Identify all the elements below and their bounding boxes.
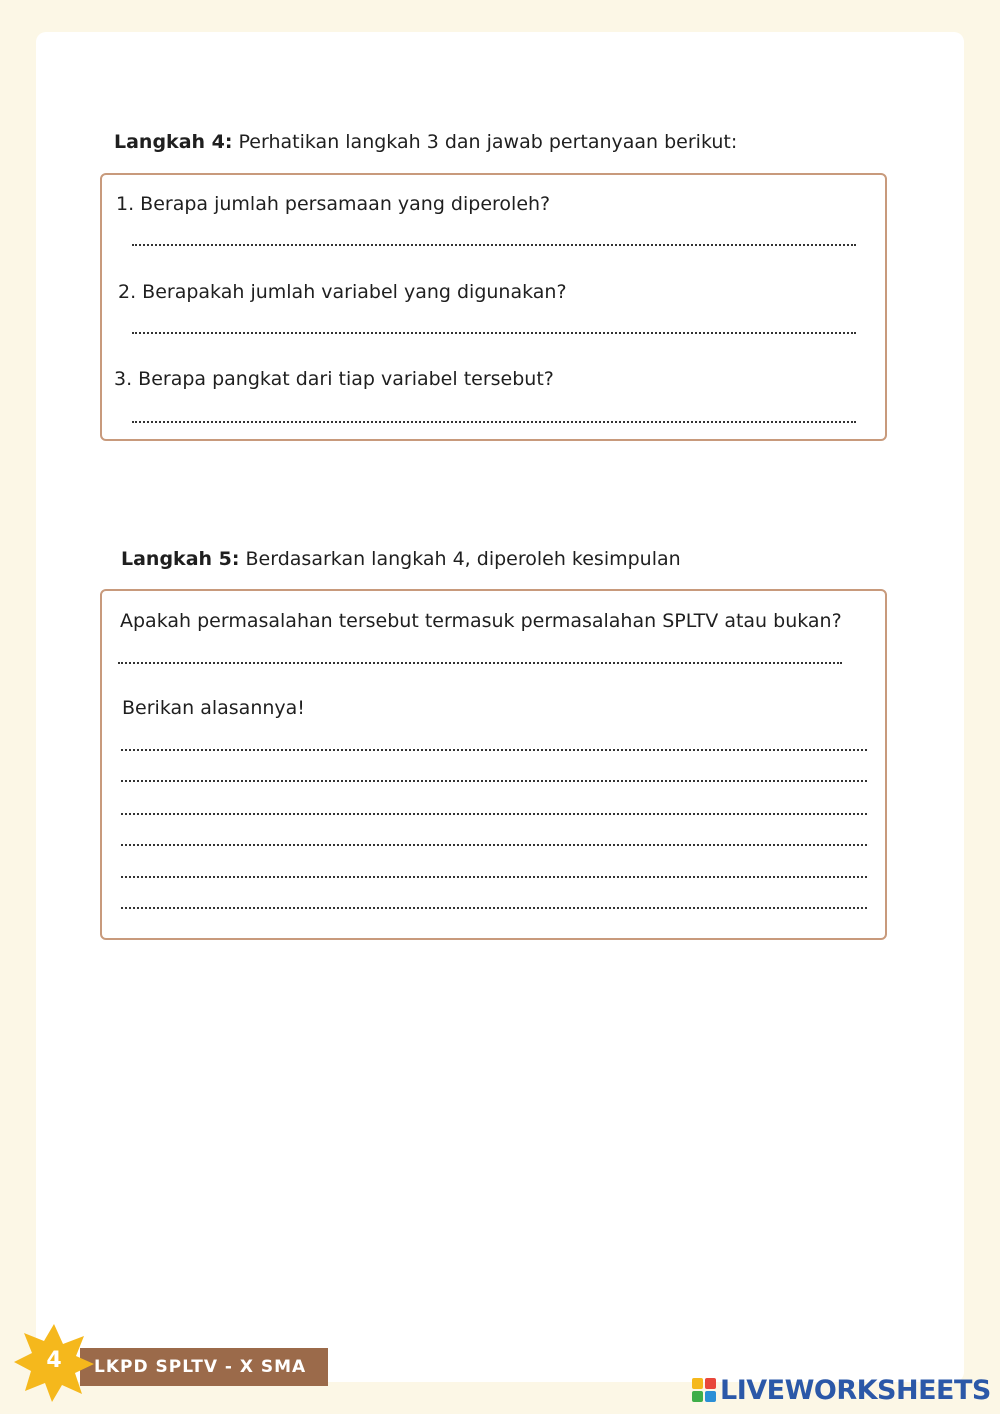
reason-line-4[interactable] (121, 844, 867, 846)
step4-heading (114, 131, 737, 153)
step5-label: Langkah 5: (121, 548, 240, 570)
step5-conclusion-box (100, 589, 887, 940)
step4-question-3: 3. Berapa pangkat dari tiap variabel tersebut? (114, 368, 554, 390)
reason-line-1[interactable] (121, 749, 867, 751)
liveworksheets-logo-icon (692, 1378, 716, 1402)
brand-name: LIVEWORKSHEETS (720, 1374, 991, 1406)
step5-instruction: Berdasarkan langkah 4, diperoleh kesimpulan (239, 548, 681, 570)
answer-line-3[interactable] (132, 421, 856, 423)
step4-question-1: 1. Berapa jumlah persamaan yang diperoleh? (116, 193, 551, 215)
reason-prompt: Berikan alasannya! (122, 697, 305, 719)
liveworksheets-brand (692, 1372, 991, 1408)
page-number: 4 (46, 1347, 62, 1373)
reason-line-6[interactable] (121, 907, 867, 909)
answer-line-2[interactable] (132, 332, 856, 334)
answer-line-1[interactable] (132, 244, 856, 246)
step5-heading (121, 548, 681, 570)
step4-instruction: Perhatikan langkah 3 dan jawab pertanyaan berikut: (232, 131, 738, 153)
step5-question: Apakah permasalahan tersebut termasuk permasalahan SPLTV atau bukan? (120, 610, 842, 632)
footer-label: LKPD SPLTV - X SMA (80, 1348, 328, 1386)
answer-line-spltv[interactable] (118, 662, 842, 664)
step4-question-2: 2. Berapakah jumlah variabel yang digunakan? (118, 281, 567, 303)
reason-line-2[interactable] (121, 780, 867, 782)
step4-label: Langkah 4: (114, 131, 233, 153)
reason-line-5[interactable] (121, 876, 867, 878)
reason-line-3[interactable] (121, 813, 867, 815)
